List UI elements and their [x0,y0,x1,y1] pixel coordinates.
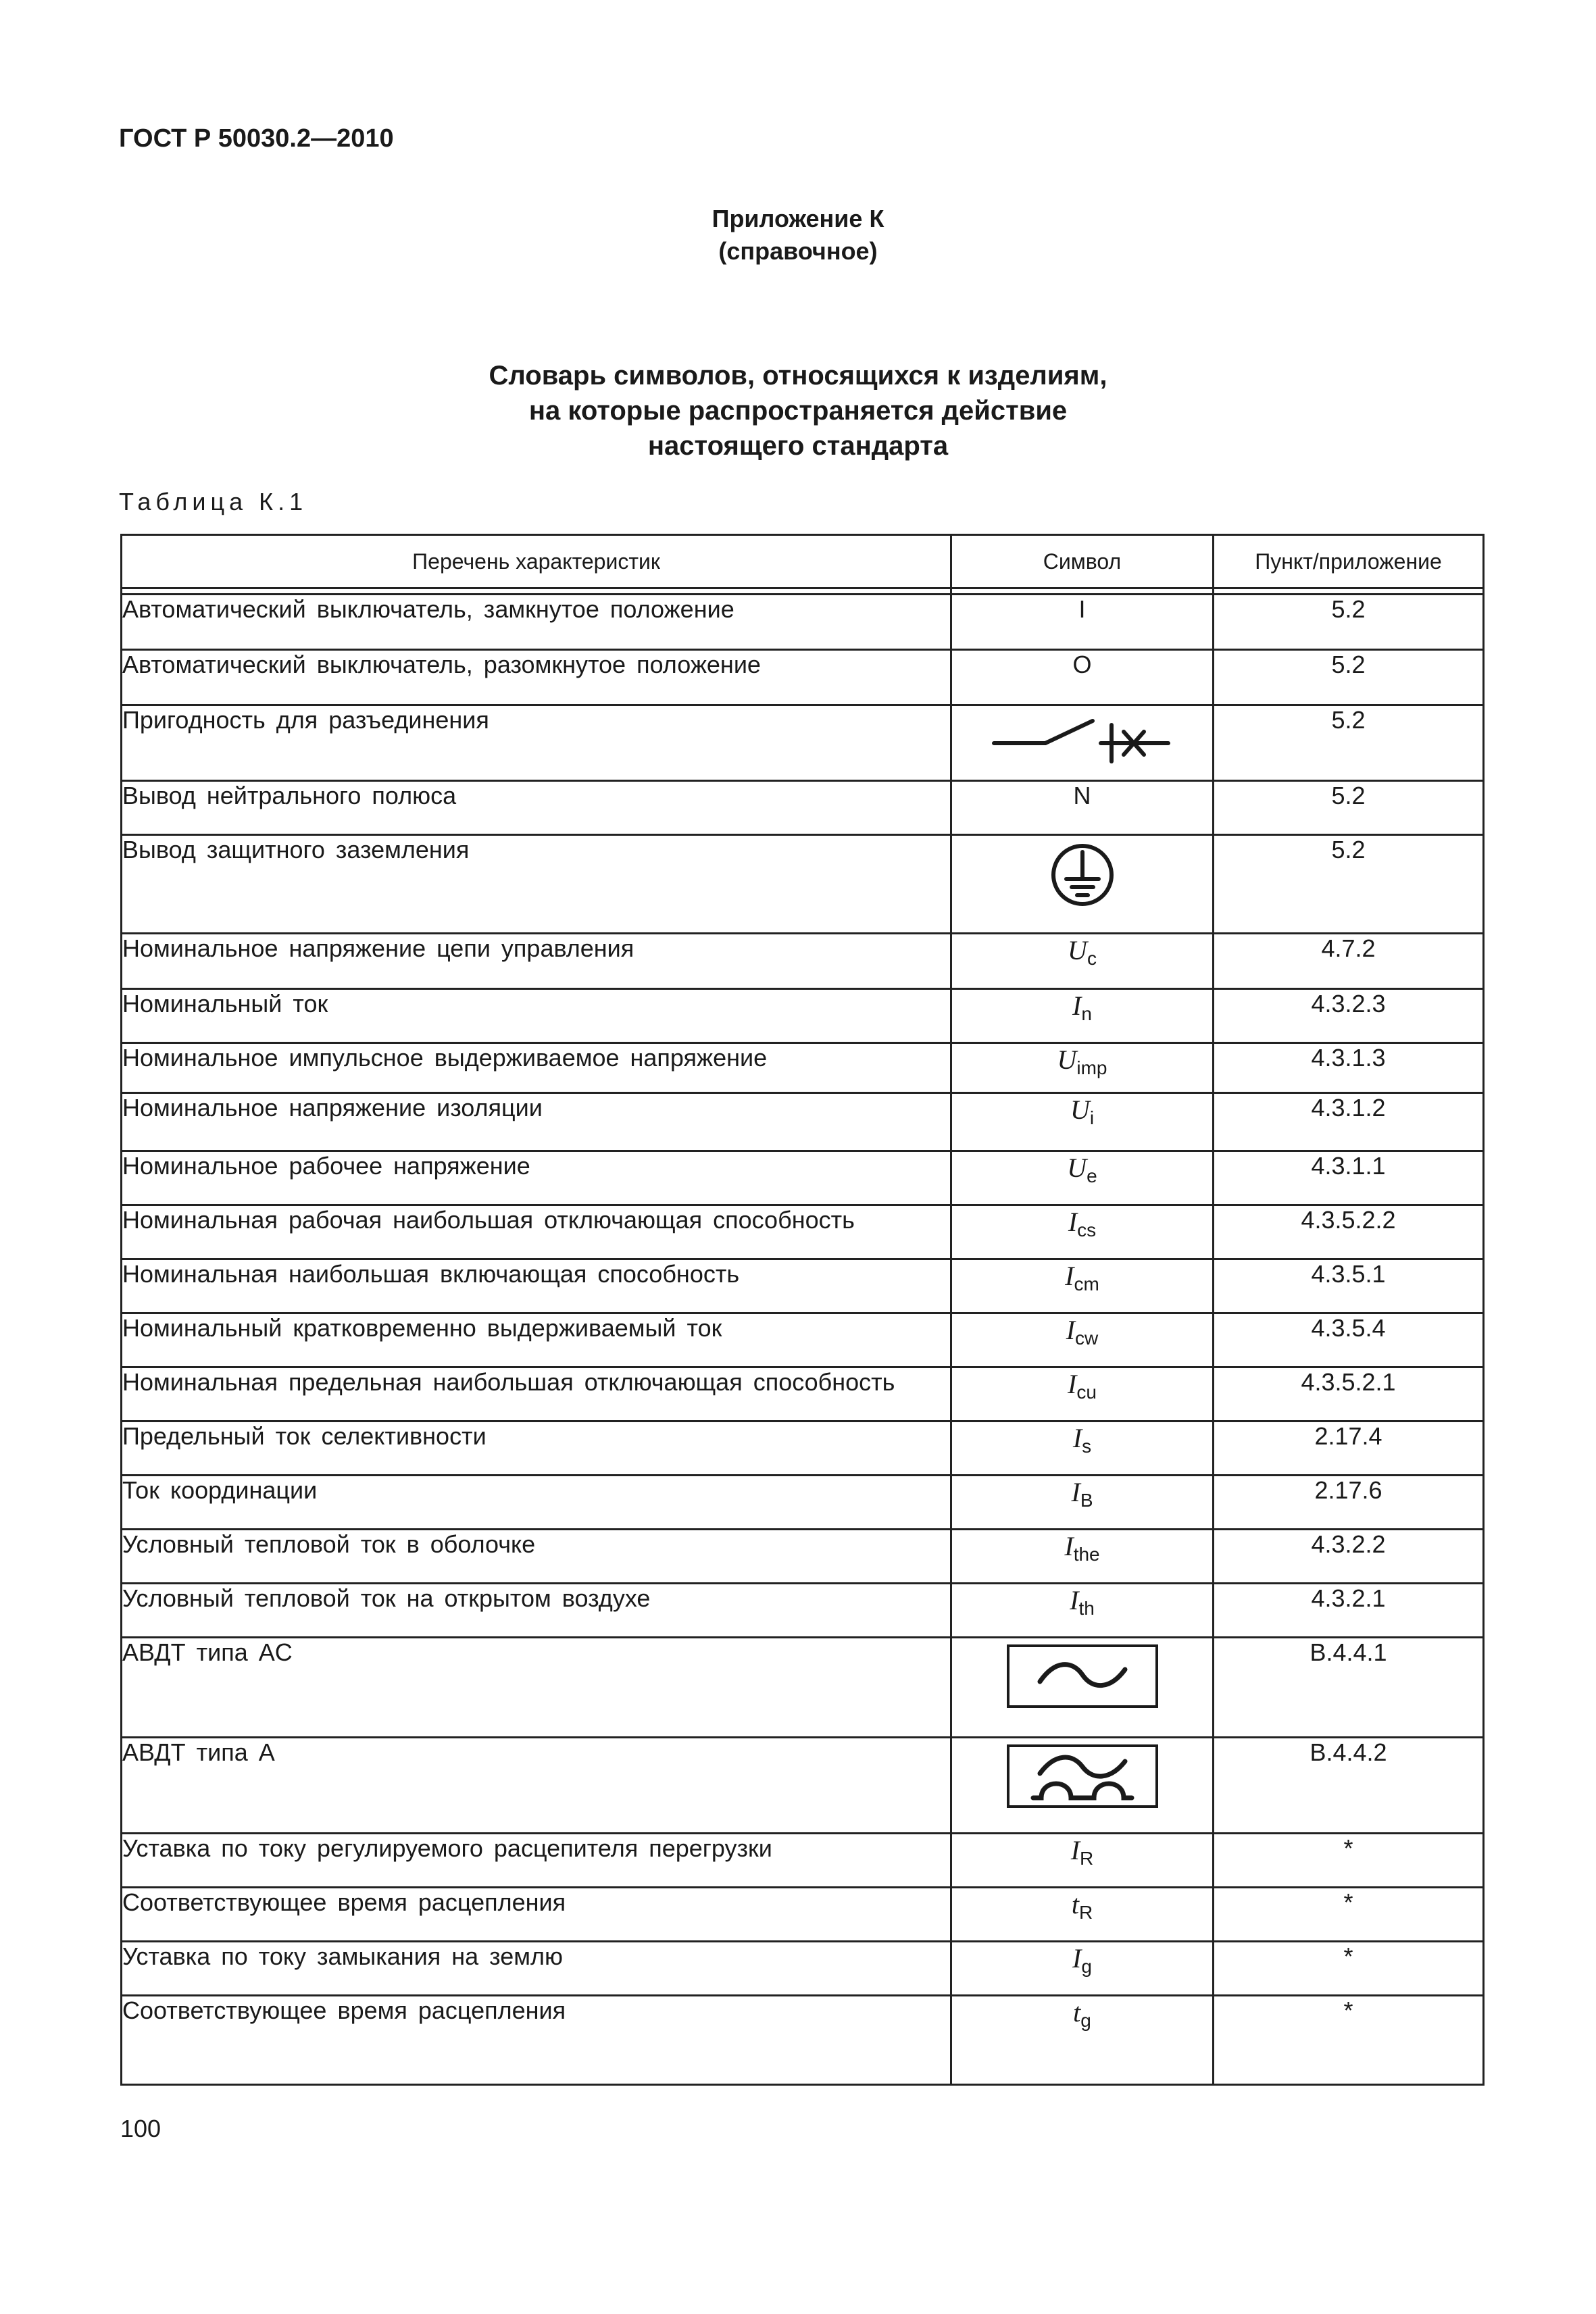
clause-cell: 4.3.5.1 [1214,1259,1484,1313]
symbol-cell [951,989,1214,1043]
clause-cell: 4.3.2.1 [1214,1584,1484,1638]
symbol-cell [951,1043,1214,1093]
characteristic-cell: Номинальный кратковременно выдерживаемый ток [122,1313,951,1367]
table-header-row [122,535,1484,588]
symbol-subscript: imp [1076,1057,1107,1078]
symbol-subscript: g [1080,2010,1091,2031]
clause-cell: * [1214,1834,1484,1888]
symbol-subscript: cw [1075,1328,1099,1349]
symbol-letter: I [1070,1835,1080,1865]
table-row [122,1259,1484,1313]
table-row [122,989,1484,1043]
symbol-letter: I [1072,1943,1082,1973]
table-row [122,705,1484,781]
table-row [122,1476,1484,1530]
clause-cell: 4.3.5.4 [1214,1313,1484,1367]
characteristic-cell: Соответствующее время расцепления [122,1888,951,1942]
appendix-type: (справочное) [718,237,878,265]
symbol-cell [951,781,1214,835]
symbol-letter: I [1078,595,1086,623]
symbol-letter: U [1068,935,1087,965]
title-line-3: настоящего стандарта [647,431,949,461]
clause-cell: * [1214,1888,1484,1942]
symbol-cell [951,1834,1214,1888]
symbol-cell [951,1313,1214,1367]
table-row [122,1422,1484,1476]
symbol-letter: N [1073,782,1091,809]
characteristic-cell: Вывод нейтрального полюса [122,781,951,835]
table-row [122,595,1484,650]
table-row [122,1942,1484,1996]
header-characteristics: Перечень характеристик [122,535,951,588]
symbol-cell [951,1996,1214,2085]
characteristic-cell: Номинальное рабочее напряжение [122,1151,951,1205]
table-row [122,934,1484,989]
characteristic-cell: Номинальное импульсное выдерживаемое напряжение [122,1043,951,1093]
characteristic-cell: Автоматический выключатель, разомкнутое положение [122,650,951,705]
characteristic-cell: Соответствующее время расцепления [122,1996,951,2085]
symbol-cell [951,835,1214,934]
characteristic-cell: АВДТ типа A [122,1738,951,1834]
header-separator [122,588,1484,595]
table-row [122,1996,1484,2085]
page-number: 100 [120,2115,161,2142]
symbol-cell [951,1151,1214,1205]
header-clause: Пункт/приложение [1214,535,1484,588]
table-row [122,650,1484,705]
clause-cell: * [1214,1996,1484,2085]
title-line-2: на которые распространяется действие [528,396,1068,426]
symbol-subscript: th [1078,1598,1095,1619]
symbol-letter: t [1071,1889,1079,1919]
characteristic-cell: Номинальное напряжение изоляции [122,1093,951,1151]
header-symbol: Символ [951,535,1214,588]
clause-cell: 2.17.6 [1214,1476,1484,1530]
clause-cell: 5.2 [1214,650,1484,705]
clause-cell: 5.2 [1214,835,1484,934]
symbol-cell [951,1093,1214,1151]
symbol-letter: I [1072,1423,1082,1453]
symbol-cell [951,934,1214,989]
characteristic-cell: Номинальная рабочая наибольшая отключающая способность [122,1205,951,1259]
symbol-cell [951,1888,1214,1942]
symbol-cell [951,1638,1214,1738]
table-row [122,1043,1484,1093]
symbol-letter: U [1070,1095,1090,1125]
symbol-letter: U [1067,1153,1087,1183]
symbol-letter: I [1072,990,1082,1021]
symbol-letter: I [1065,1261,1074,1291]
characteristic-cell: Уставка по току регулируемого расцепителя перегрузки [122,1834,951,1888]
characteristic-cell: Условный тепловой ток в оболочке [122,1530,951,1584]
ac-wave-icon [952,1644,1212,1709]
symbol-subscript: e [1087,1165,1097,1186]
table-row [122,1313,1484,1367]
table-row [122,1738,1484,1834]
document-id: ГОСТ Р 50030.2—2010 [119,124,394,153]
table-row [122,1205,1484,1259]
clause-cell: 4.3.5.2.1 [1214,1367,1484,1422]
clause-cell: 4.3.1.2 [1214,1093,1484,1151]
symbol-cell [951,650,1214,705]
clause-cell: 4.3.1.3 [1214,1043,1484,1093]
symbol-subscript: the [1073,1544,1100,1565]
characteristic-cell: Условный тепловой ток на открытом воздухе [122,1584,951,1638]
symbol-cell [951,1530,1214,1584]
characteristic-cell: Автоматический выключатель, замкнутое положение [122,595,951,650]
clause-cell: 5.2 [1214,705,1484,781]
symbol-cell [951,1942,1214,1996]
characteristic-cell: Пригодность для разъединения [122,705,951,781]
symbol-letter: I [1071,1477,1080,1507]
characteristic-cell: Ток координации [122,1476,951,1530]
characteristic-cell: Номинальный ток [122,989,951,1043]
table-row [122,1151,1484,1205]
clause-cell: 4.3.5.2.2 [1214,1205,1484,1259]
symbol-subscript: R [1080,1848,1094,1869]
clause-cell: B.4.4.1 [1214,1638,1484,1738]
clause-cell: 4.3.2.2 [1214,1530,1484,1584]
characteristic-cell: Номинальная наибольшая включающая способность [122,1259,951,1313]
symbol-letter: t [1073,1997,1081,2028]
symbol-cell [951,1259,1214,1313]
symbol-cell [951,1476,1214,1530]
clause-cell: 5.2 [1214,781,1484,835]
protective-earth-icon [952,841,1212,909]
symbol-letter: I [1066,1315,1076,1345]
symbol-cell [951,1738,1214,1834]
symbol-letter: I [1070,1585,1079,1615]
title-line-1: Словарь символов, относящихся к изделиям, [489,361,1107,391]
table-row [122,1584,1484,1638]
symbol-subscript: s [1082,1436,1092,1457]
table-row [122,781,1484,835]
clause-cell: 2.17.4 [1214,1422,1484,1476]
clause-cell: 4.3.2.3 [1214,989,1484,1043]
table-row [122,1093,1484,1151]
clause-cell: 5.2 [1214,595,1484,650]
symbol-subscript: cm [1074,1274,1099,1294]
symbol-subscript: g [1081,1956,1092,1977]
table-label: Таблица К.1 [119,488,308,515]
symbol-subscript: c [1087,948,1097,969]
characteristic-cell: Номинальное напряжение цепи управления [122,934,951,989]
symbol-cell [951,705,1214,781]
table-row [122,1888,1484,1942]
characteristic-cell: Номинальная предельная наибольшая отключающая способность [122,1367,951,1422]
symbol-cell [951,595,1214,650]
symbol-letter: O [1072,651,1092,678]
characteristic-cell: Предельный ток селективности [122,1422,951,1476]
clause-cell: B.4.4.2 [1214,1738,1484,1834]
symbol-cell [951,1367,1214,1422]
symbol-subscript: cs [1077,1219,1097,1240]
clause-cell: 4.7.2 [1214,934,1484,989]
symbol-cell [951,1584,1214,1638]
symbol-subscript: cu [1076,1382,1097,1403]
clause-cell: 4.3.1.1 [1214,1151,1484,1205]
appendix-heading [0,203,1596,268]
a-pulse-wave-icon [952,1744,1212,1809]
table-row [122,1367,1484,1422]
table-row [122,1834,1484,1888]
symbol-letter: U [1057,1045,1077,1075]
characteristic-cell: АВДТ типа AC [122,1638,951,1738]
symbols-table [120,534,1485,2086]
symbol-subscript: B [1080,1490,1093,1511]
dictionary-title [0,358,1596,463]
appendix-label: Приложение К [712,205,884,232]
symbol-letter: I [1068,1369,1077,1399]
table-row [122,1638,1484,1738]
table-row [122,835,1484,934]
symbol-letter: I [1068,1207,1078,1237]
characteristic-cell: Вывод защитного заземления [122,835,951,934]
symbol-subscript: n [1081,1003,1092,1024]
table-row [122,1530,1484,1584]
symbol-subscript: R [1078,1902,1093,1923]
symbol-cell [951,1205,1214,1259]
disconnector-icon [952,706,1212,767]
symbol-cell [951,1422,1214,1476]
clause-cell: * [1214,1942,1484,1996]
symbol-subscript: i [1089,1107,1095,1128]
characteristic-cell: Уставка по току замыкания на землю [122,1942,951,1996]
symbol-letter: I [1064,1531,1074,1561]
